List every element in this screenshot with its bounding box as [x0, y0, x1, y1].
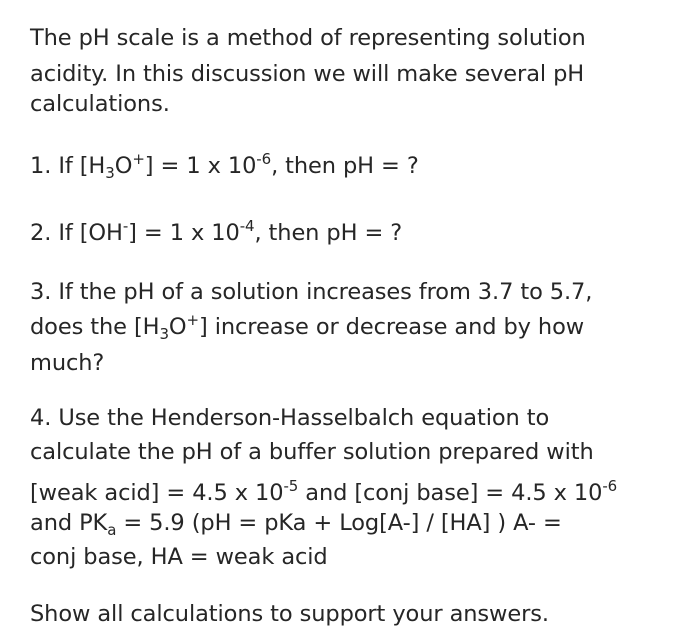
- q3-charge: +: [186, 311, 199, 329]
- intro-line-1: The pH scale is a method of representing solution: [30, 25, 586, 51]
- q4-equation: = 5.9 (pH = pKa + Log[A-] / [HA] ) A- =: [116, 510, 562, 536]
- q1-mid: ] = 1 x 10: [144, 153, 257, 179]
- q4-weak-acid: [weak acid] = 4.5 x 10: [30, 480, 284, 506]
- q1-post: , then pH = ?: [271, 153, 419, 179]
- q3-oxygen: O: [168, 314, 187, 340]
- q4-exponent-1: -5: [283, 477, 299, 495]
- footer-instruction: Show all calculations to support your answers.: [30, 601, 549, 627]
- q4-exponent-2: -6: [602, 477, 618, 495]
- q3-pre: does the [H: [30, 314, 160, 340]
- q1-charge: +: [132, 150, 145, 168]
- q2-pre: 2. If [OH: [30, 220, 123, 246]
- question-3-line-2: [30, 313, 584, 341]
- q2-mid: ] = 1 x 10: [128, 220, 240, 246]
- question-4-line-3: [30, 479, 617, 507]
- question-4-line-1: 4. Use the Henderson-Hasselbalch equation to: [30, 405, 550, 431]
- q4-subscript-a: a: [107, 521, 117, 539]
- q2-post: , then pH = ?: [254, 220, 403, 246]
- q1-oxygen: O: [114, 153, 133, 179]
- q2-exponent: -4: [239, 217, 255, 235]
- question-2: [30, 219, 402, 247]
- question-3-line-1: 3. If the pH of a solution increases from 3.7 to 5.7,: [30, 279, 593, 305]
- q3-post: ] increase or decrease and by how: [199, 314, 585, 340]
- q1-exponent: -6: [256, 150, 272, 168]
- q4-conj-base: and [conj base] = 4.5 x 10: [298, 480, 603, 506]
- q3-subscript: 3: [159, 325, 169, 343]
- q1-subscript: 3: [105, 164, 115, 182]
- question-4-line-4: [30, 509, 562, 537]
- question-4-line-5: conj base, HA = weak acid: [30, 544, 328, 570]
- question-1: [30, 152, 419, 180]
- q4-pk: and PK: [30, 510, 108, 536]
- question-3-line-3: much?: [30, 350, 105, 376]
- q1-pre: 1. If [H: [30, 153, 106, 179]
- question-4-line-2: calculate the pH of a buffer solution prepared with: [30, 439, 594, 465]
- intro-line-2: acidity. In this discussion we will make several pH: [30, 61, 585, 87]
- q2-charge: -: [122, 217, 129, 235]
- intro-line-3: calculations.: [30, 91, 170, 117]
